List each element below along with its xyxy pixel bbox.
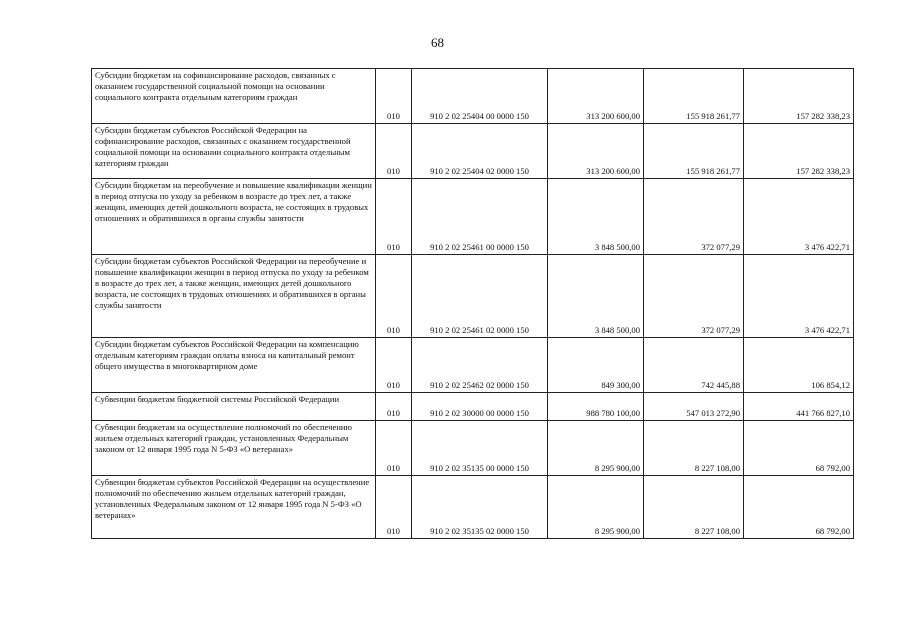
row-admin-code-cell: 010	[376, 255, 412, 338]
row-plan-cell: 849 300,00	[548, 338, 644, 393]
row-budget-code-cell: 910 2 02 35135 00 0000 150	[412, 421, 548, 476]
table-row	[92, 338, 854, 393]
row-admin-code-cell: 010	[376, 338, 412, 393]
row-budget-code-cell: 910 2 02 35135 02 0000 150	[412, 476, 548, 539]
table-row	[92, 476, 854, 539]
row-budget-code-cell: 910 2 02 25404 02 0000 150	[412, 124, 548, 179]
row-executed-cell: 155 918 261,77	[644, 124, 744, 179]
row-remaining-cell: 106 854,12	[744, 338, 854, 393]
table-row	[92, 255, 854, 338]
row-name-cell: Субсидии бюджетам субъектов Российской Федерации на софинансирование расходов, связанных с оказанием государственной социальной помощи на основании социального контракта отдельным категориям граждан	[92, 124, 376, 179]
row-admin-code-cell: 010	[376, 179, 412, 255]
row-budget-code-cell: 910 2 02 30000 00 0000 150	[412, 393, 548, 421]
row-plan-cell: 3 848 500,00	[548, 255, 644, 338]
table-row	[92, 179, 854, 255]
row-executed-cell: 8 227 108,00	[644, 476, 744, 539]
row-plan-cell: 8 295 900,00	[548, 476, 644, 539]
table-row	[92, 124, 854, 179]
row-plan-cell: 988 780 100,00	[548, 393, 644, 421]
row-name-cell: Субсидии бюджетам субъектов Российской Федерации на переобучение и повышение квалификации женщин в период отпуска по уходу за ребенком в возрасте до трех лет, а также женщин, имеющих детей дошкольного возраста, не состоящих в трудовых отношениях и обратившихся в органы службы занятости	[92, 255, 376, 338]
row-name-cell: Субвенции бюджетам на осуществление полномочий по обеспечению жильем отдельных категорий граждан, установленных Федеральным законом от 12 января 1995 года N 5-ФЗ «О ветеранах»	[92, 421, 376, 476]
row-remaining-cell: 68 792,00	[744, 476, 854, 539]
row-executed-cell: 742 445,88	[644, 338, 744, 393]
row-plan-cell: 8 295 900,00	[548, 421, 644, 476]
row-budget-code-cell: 910 2 02 25404 00 0000 150	[412, 69, 548, 124]
row-admin-code-cell: 010	[376, 124, 412, 179]
row-executed-cell: 372 077,29	[644, 255, 744, 338]
row-plan-cell: 313 200 600,00	[548, 69, 644, 124]
row-budget-code-cell: 910 2 02 25461 00 0000 150	[412, 179, 548, 255]
row-executed-cell: 155 918 261,77	[644, 69, 744, 124]
row-name-cell: Субсидии бюджетам на переобучение и повышение квалификации женщин в период отпуска по уходу за ребенком в возрасте до трех лет, а также женщин, имеющих детей дошкольного возраста, не состоящих в трудовых отношениях и обратившихся в органы службы занятости	[92, 179, 376, 255]
table-row	[92, 421, 854, 476]
row-name-cell: Субсидии бюджетам на софинансирование расходов, связанных с оказанием государственной социальной помощи на основании социального контракта отдельным категориям граждан	[92, 69, 376, 124]
row-executed-cell: 8 227 108,00	[644, 421, 744, 476]
row-name-cell: Субвенции бюджетам бюджетной системы Российской Федерации	[92, 393, 376, 421]
row-admin-code-cell: 010	[376, 69, 412, 124]
row-remaining-cell: 3 476 422,71	[744, 255, 854, 338]
row-budget-code-cell: 910 2 02 25461 02 0000 150	[412, 255, 548, 338]
row-remaining-cell: 157 282 338,23	[744, 69, 854, 124]
row-admin-code-cell: 010	[376, 476, 412, 539]
table-row	[92, 393, 854, 421]
row-plan-cell: 3 848 500,00	[548, 179, 644, 255]
row-executed-cell: 372 077,29	[644, 179, 744, 255]
budget-table	[91, 68, 854, 539]
row-remaining-cell: 157 282 338,23	[744, 124, 854, 179]
row-name-cell: Субвенции бюджетам субъектов Российской Федерации на осуществление полномочий по обеспечению жильем отдельных категорий граждан, установленных Федеральным законом от 12 января 1995 года N 5-ФЗ «О ветеранах»	[92, 476, 376, 539]
row-name-cell: Субсидии бюджетам субъектов Российской Федерации на компенсацию отдельным категориям граждан оплаты взноса на капитальный ремонт общего имущества в многоквартирном доме	[92, 338, 376, 393]
row-remaining-cell: 3 476 422,71	[744, 179, 854, 255]
row-plan-cell: 313 200 600,00	[548, 124, 644, 179]
page-number: 68	[431, 35, 444, 50]
row-remaining-cell: 68 792,00	[744, 421, 854, 476]
row-executed-cell: 547 013 272,90	[644, 393, 744, 421]
row-budget-code-cell: 910 2 02 25462 02 0000 150	[412, 338, 548, 393]
row-admin-code-cell: 010	[376, 393, 412, 421]
row-admin-code-cell: 010	[376, 421, 412, 476]
row-remaining-cell: 441 766 827,10	[744, 393, 854, 421]
table-row	[92, 69, 854, 124]
